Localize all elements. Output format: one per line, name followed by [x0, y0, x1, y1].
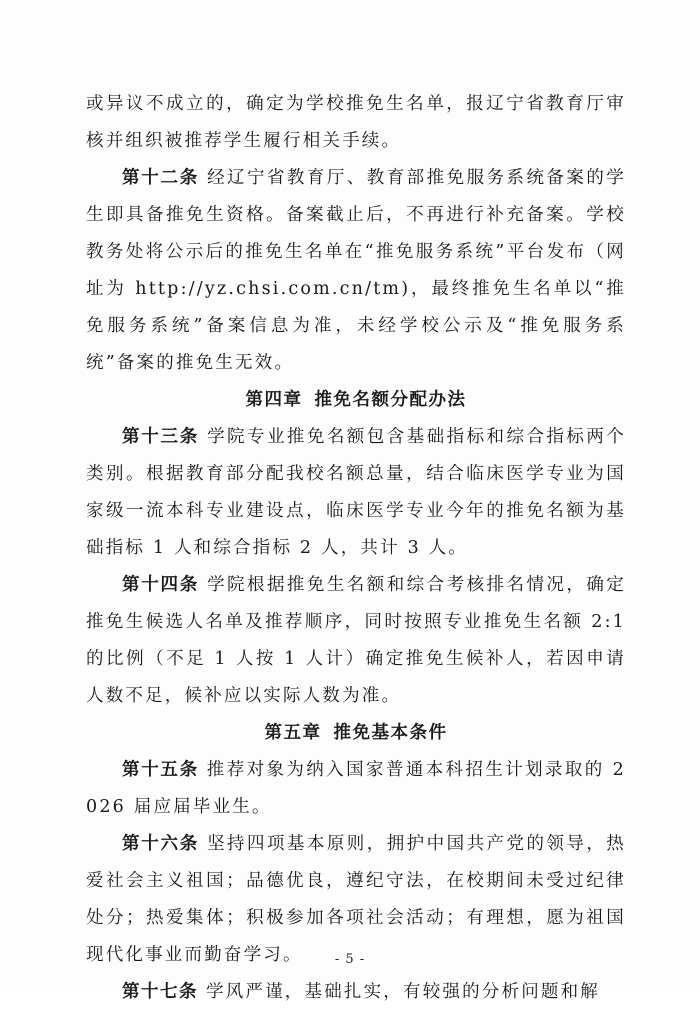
- chapter-number: 第四章: [245, 390, 303, 410]
- paragraph-continuation: 或异议不成立的，确定为学校推免生名单，报辽宁省教育厅审核并组织被推荐学生履行相关手续。: [86, 94, 626, 151]
- article-number: 第十六条: [122, 834, 200, 854]
- chapter-title: 推免名额分配办法: [314, 390, 467, 410]
- document-body: [86, 86, 626, 1011]
- page-number: - 5 -: [334, 952, 366, 967]
- article-text: 学院专业推免名额包含基础指标和综合指标两个类别。根据教育部分配我校名额总量，结合临床医学专业为国家级一流本科专业建设点，临床医学专业今年的推免名额为基础指标 1 人和综合指标 2 人，共计 3 人。: [86, 427, 627, 558]
- article-text: 学院根据推免生名额和综合考核排名情况，确定推免生候选人名单及推荐顺序，同时按照专业推免生名额 2:1 的比例（不足 1 人按 1 人计）确定推免生候补人，若因申请人数不足，候补应以实际人数为准。: [86, 575, 627, 706]
- article-text: 学风严谨，基础扎实，有较强的分析问题和解: [206, 982, 600, 1002]
- article-12: [86, 160, 626, 382]
- chapter-heading-4: [86, 382, 626, 419]
- article-14: [86, 567, 626, 715]
- article-text: 坚持四项基本原则，拥护中国共产党的领导，热爱社会主义祖国；品德优良，遵纪守法，在校期间未受过纪律处分；热爱集体；积极参加各项社会活动；有理想，愿为祖国现代化事业而勤奋学习。: [86, 834, 627, 965]
- article-number: 第十五条: [122, 760, 199, 780]
- article-number: 第十七条: [122, 982, 198, 1002]
- article-number: 第十二条: [122, 168, 200, 188]
- article-number: 第十四条: [122, 575, 200, 595]
- article-17: [86, 974, 626, 1011]
- article-text: 经辽宁省教育厅、教育部推免服务系统备案的学生即具备推免生资格。备案截止后，不再进行补充备案。学校教务处将公示后的推免生名单在“推免服务系统”平台发布（网址为 http://yz.chsi.com.cn/tm)，最终推免生名单以“推免服务系统”备案信息为准，未经学校公示及“推免服务系统”备案的推免生无效。: [86, 168, 627, 373]
- article-number: 第十三条: [122, 427, 200, 447]
- article-15: [86, 752, 626, 826]
- article-text: 推荐对象为纳入国家普通本科招生计划录取的 2026 届应届毕业生。: [86, 760, 627, 817]
- article-13: [86, 419, 626, 567]
- chapter-heading-5: [86, 715, 626, 752]
- chapter-title: 推免基本条件: [333, 723, 448, 743]
- chapter-number: 第五章: [264, 723, 322, 743]
